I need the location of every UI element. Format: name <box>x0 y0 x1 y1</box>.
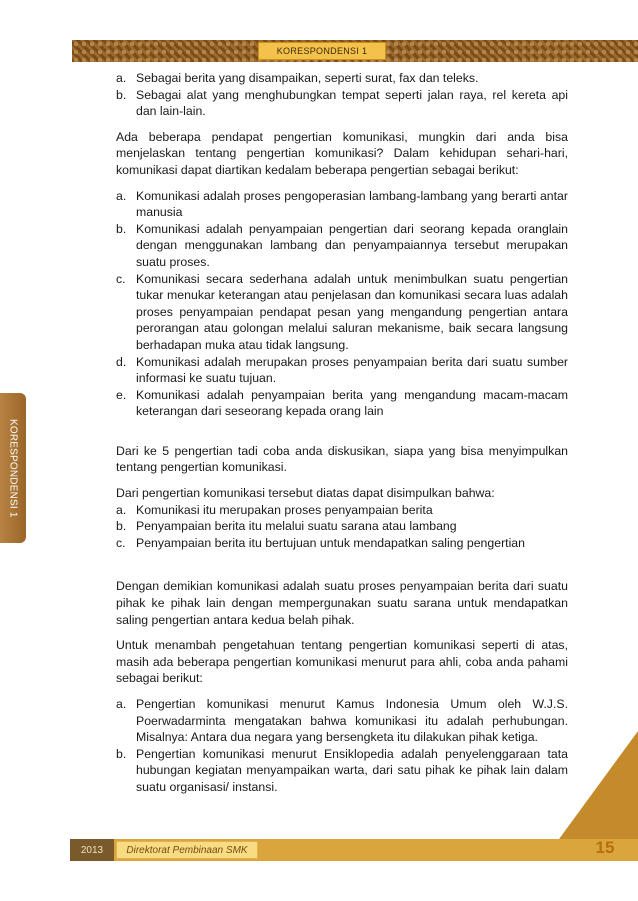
list-item: a. Sebagai berita yang disampaikan, seperti surat, fax dan teleks. <box>116 71 479 85</box>
footer-year: 2013 <box>70 839 114 861</box>
paragraph: Untuk menambah pengetahuan tentang pengertian komunikasi seperti di atas, masih ada beberapa pengertian komunikasi menurut para ahli, coba anda pahami sebagai berikut: <box>116 638 568 686</box>
list-item: b. Pengertian komunikasi menurut Ensiklopedia adalah penyelenggaraan tata hubungan kegiatan menyampaikan warta, dari satu pihak ke pihak lain dalam suatu organisasi/ instansi. <box>116 746 568 794</box>
list-meaning <box>116 70 568 120</box>
list-item: b. Penyampaian berita itu melalui suatu sarana atau lambang <box>116 519 457 534</box>
list-conclusion <box>116 502 568 552</box>
spacer <box>116 560 568 578</box>
list-item: b. Sebagai alat yang menghubungkan tempat seperti jalan raya, rel kereta api dan lain-lain. <box>116 87 568 119</box>
side-tab-label: KORESPONDENSI 1 <box>7 418 19 518</box>
page-content <box>116 70 568 805</box>
spacer <box>116 429 568 443</box>
list-item: a. Komunikasi itu merupakan proses penyampaian berita <box>116 502 433 517</box>
list-item: a. Pengertian komunikasi menurut Kamus Indonesia Umum oleh W.J.S. Poerwadarminta mengatakan bahwa komunikasi itu adalah perhubungan. Misalnya: Antara dua negara yang bersengketa itu dilakukan pihak ketiga. <box>116 697 568 745</box>
list-item: c. Komunikasi secara sederhana adalah untuk menimbulkan suatu pengertian tukar menukar keterangan atau penjelasan dan komunikasi secara luas adalah proses penyampaian pendapat pesan yang mengandung pengertian antara perorangan atau golongan melalui saluran mekanisme, baik secara langsung berhadapan muka atau tidak langsung. <box>116 271 568 352</box>
paragraph: Ada beberapa pendapat pengertian komunikasi, mungkin dari anda bisa menjelaskan tentang pengertian komunikasi? Dalam kehidupan sehari-hari, komunikasi dapat diartikan kedalam beberapa pengertian sebagai berikut: <box>116 129 568 177</box>
paragraph: Dengan demikian komunikasi adalah suatu proses penyampaian berita dari suatu pihak ke pihak lain dengan mempergunakan suatu sarana untuk mendapatkan saling pengertian antara kedua belah pihak. <box>116 579 568 627</box>
paragraph: Dari ke 5 pengertian tadi coba anda diskusikan, siapa yang bisa menyimpulkan tentang pengertian komunikasi. <box>116 443 568 475</box>
page-number: 15 <box>595 838 615 857</box>
header-label: KORESPONDENSI 1 <box>258 42 386 60</box>
list-item: e. Komunikasi adalah penyampaian berita yang mengandung macam-macam keterangan dari seseorang kepada orang lain <box>116 387 568 419</box>
list-experts <box>116 696 568 796</box>
list-item: c. Penyampaian berita itu bertujuan untuk mendapatkan saling pengertian <box>116 535 525 550</box>
list-item: b. Komunikasi adalah penyampaian pengertian dari seorang kepada oranglain dengan menggunakan lambang dan penyampaiannya tersebut merupakan suatu proses. <box>116 221 568 269</box>
paragraph: Dari pengertian komunikasi tersebut diatas dapat disimpulkan bahwa: <box>116 486 495 501</box>
list-item: d. Komunikasi adalah merupakan proses penyampaian berita dari suatu sumber informasi ke suatu tujuan. <box>116 354 568 386</box>
list-definitions <box>116 188 568 420</box>
list-item: a. Komunikasi adalah proses pengoperasian lambang-lambang yang berarti antar manusia <box>116 188 568 220</box>
footer-publisher: Direktorat Pembinaan SMK <box>116 841 258 859</box>
